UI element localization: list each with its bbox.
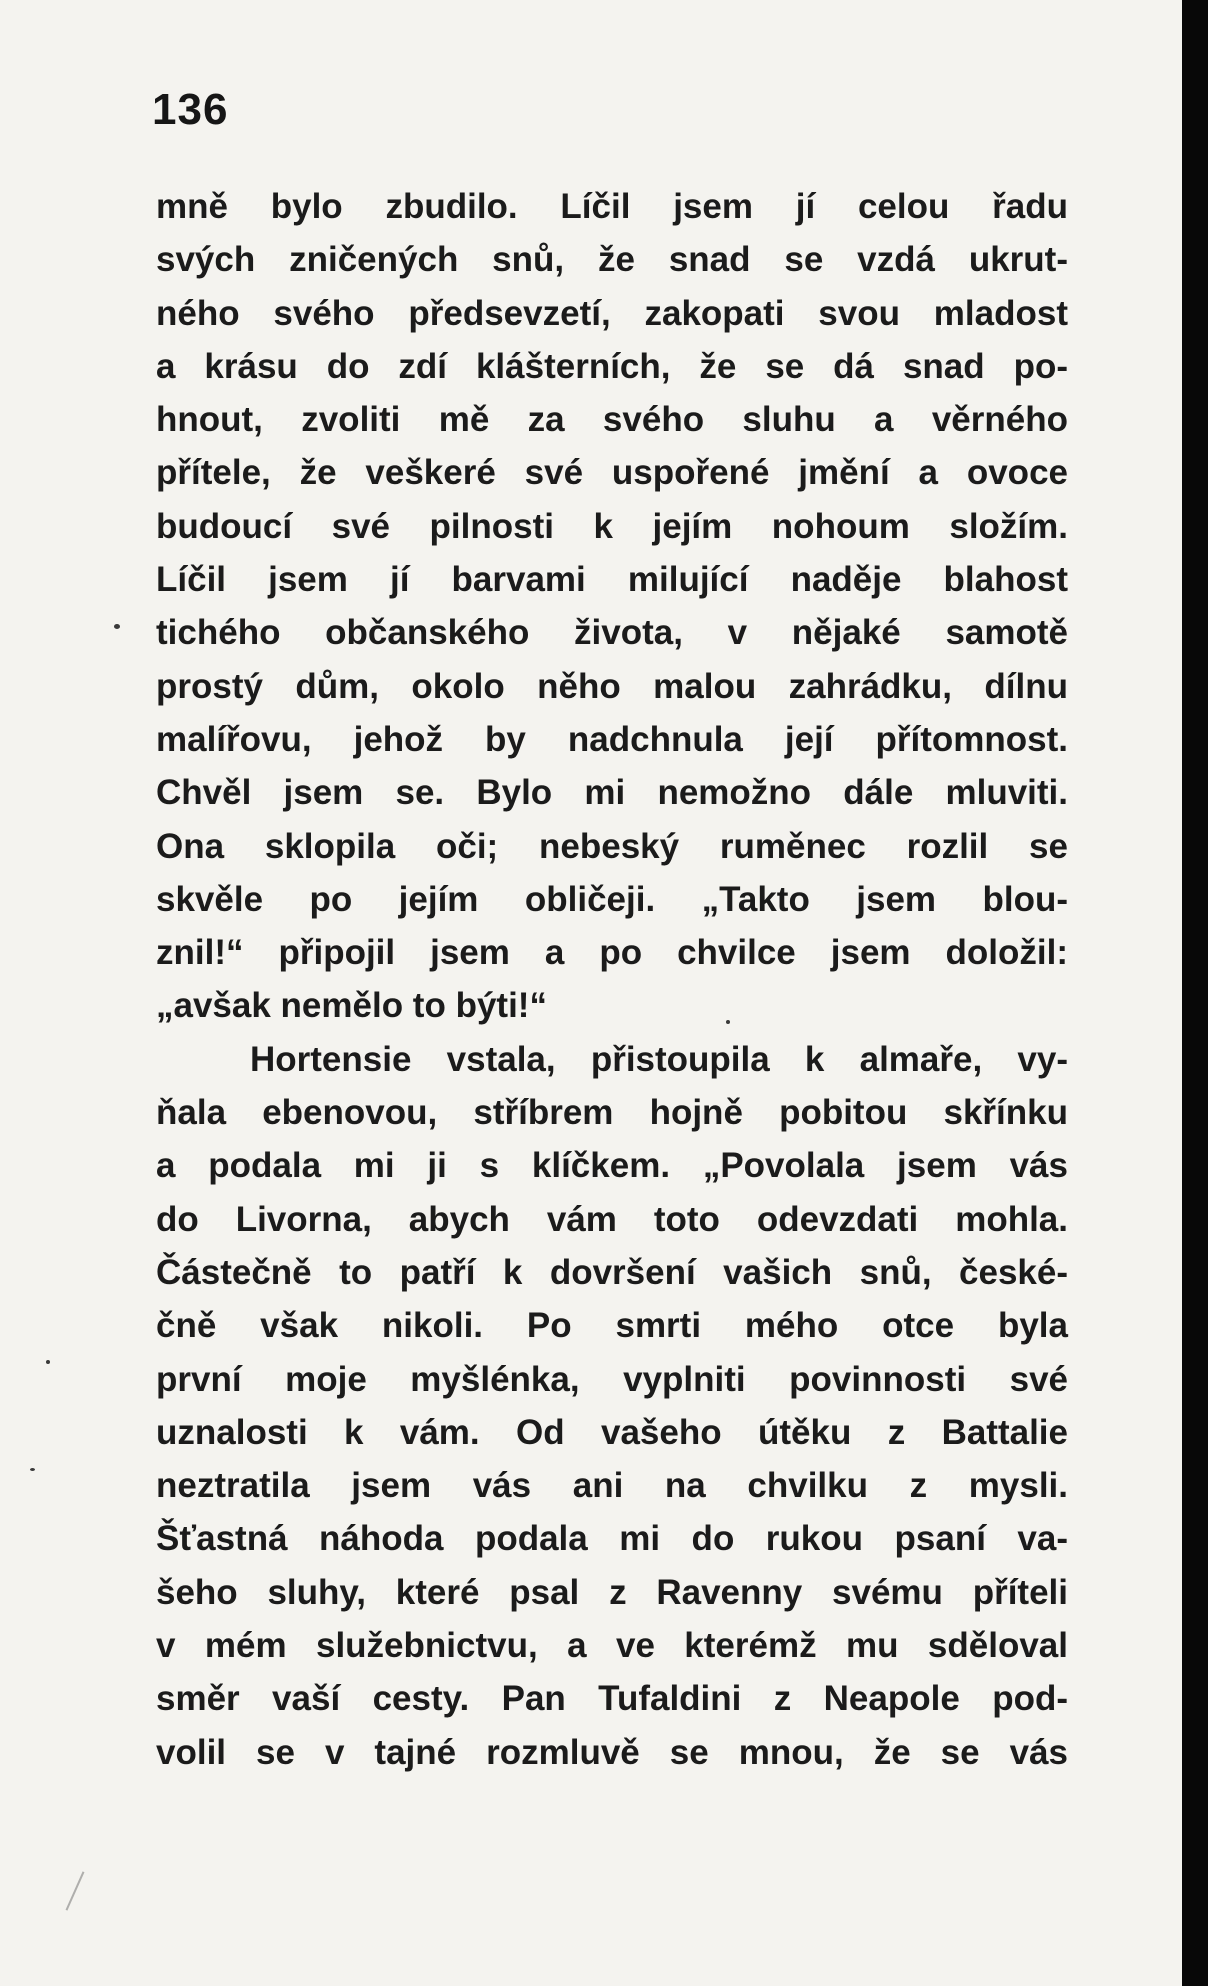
page-body-text <box>156 180 1068 1779</box>
page-edge <box>1182 0 1208 1986</box>
text-line: hnout, zvoliti mě za svého sluhu a věrného <box>156 400 1068 440</box>
text-line: přítele, že veškeré své uspořené jmění a ovoce <box>156 453 1068 493</box>
text-line: Ona sklopila oči; nebeský ruměnec rozlil se <box>156 826 1068 866</box>
text-line: a krásu do zdí klášterních, že se dá snad po- <box>156 346 1068 386</box>
text-line: Šťastná náhoda podala mi do rukou psaní va- <box>156 1519 1068 1559</box>
text-line: ného svého předsevzetí, zakopati svou mladost <box>156 293 1068 333</box>
text-line: Částečně to patří k dovršení vašich snů, české- <box>156 1252 1068 1292</box>
text-line: znil!“ připojil jsem a po chvilce jsem doložil: <box>156 933 1068 973</box>
text-line: ňala ebenovou, stříbrem hojně pobitou skřínku <box>156 1093 1068 1133</box>
text-line: směr vaší cesty. Pan Tufaldini z Neapole pod- <box>156 1679 1068 1719</box>
text-line: a podala mi ji s klíčkem. „Povolala jsem vás <box>156 1146 1068 1186</box>
text-line: v mém služebnictvu, a ve kterémž mu sděloval <box>156 1626 1068 1666</box>
text-line: mně bylo zbudilo. Líčil jsem jí celou řadu <box>156 187 1068 226</box>
text-line: první moje myšlénka, vyplniti povinnosti své <box>156 1359 1068 1399</box>
text-line: Líčil jsem jí barvami milující naděje blahost <box>156 560 1068 600</box>
text-line: „avšak nemělo to býti!“ <box>156 986 547 1026</box>
text-line: prostý dům, okolo něho malou zahrádku, dílnu <box>156 666 1068 706</box>
text-line: volil se v tajné rozmluvě se mnou, že se vás <box>156 1732 1068 1772</box>
text-line: malířovu, jehož by nadchnula její přítomnost. <box>156 719 1068 759</box>
text-line: uznalosti k vám. Od vašeho útěku z Battalie <box>156 1412 1068 1452</box>
text-line: budoucí své pilnosti k jejím nohoum složím. <box>156 506 1068 546</box>
text-line: Chvěl jsem se. Bylo mi nemožno dále mluviti. <box>156 773 1068 813</box>
print-speck <box>30 1468 35 1471</box>
text-line: skvěle po jejím obličeji. „Takto jsem blou- <box>156 879 1068 919</box>
text-line: svých zničených snů, že snad se vzdá ukrut- <box>156 240 1068 280</box>
text-line: Hortensie vstala, přistoupila k almaře, vy- <box>250 1039 1068 1079</box>
text-line: tichého občanského života, v nějaké samotě <box>156 613 1068 653</box>
text-line: do Livorna, abych vám toto odevzdati mohla. <box>156 1199 1068 1239</box>
print-speck <box>46 1360 50 1364</box>
paper-scratch <box>66 1871 85 1910</box>
text-line: šeho sluhy, které psal z Ravenny svému příteli <box>156 1572 1068 1612</box>
print-speck <box>114 624 120 629</box>
page-number: 136 <box>152 85 229 134</box>
print-speck <box>726 1020 730 1024</box>
text-line: čně však nikoli. Po smrti mého otce byla <box>156 1306 1068 1346</box>
text-line: neztratila jsem vás ani na chvilku z mysli. <box>156 1466 1068 1506</box>
